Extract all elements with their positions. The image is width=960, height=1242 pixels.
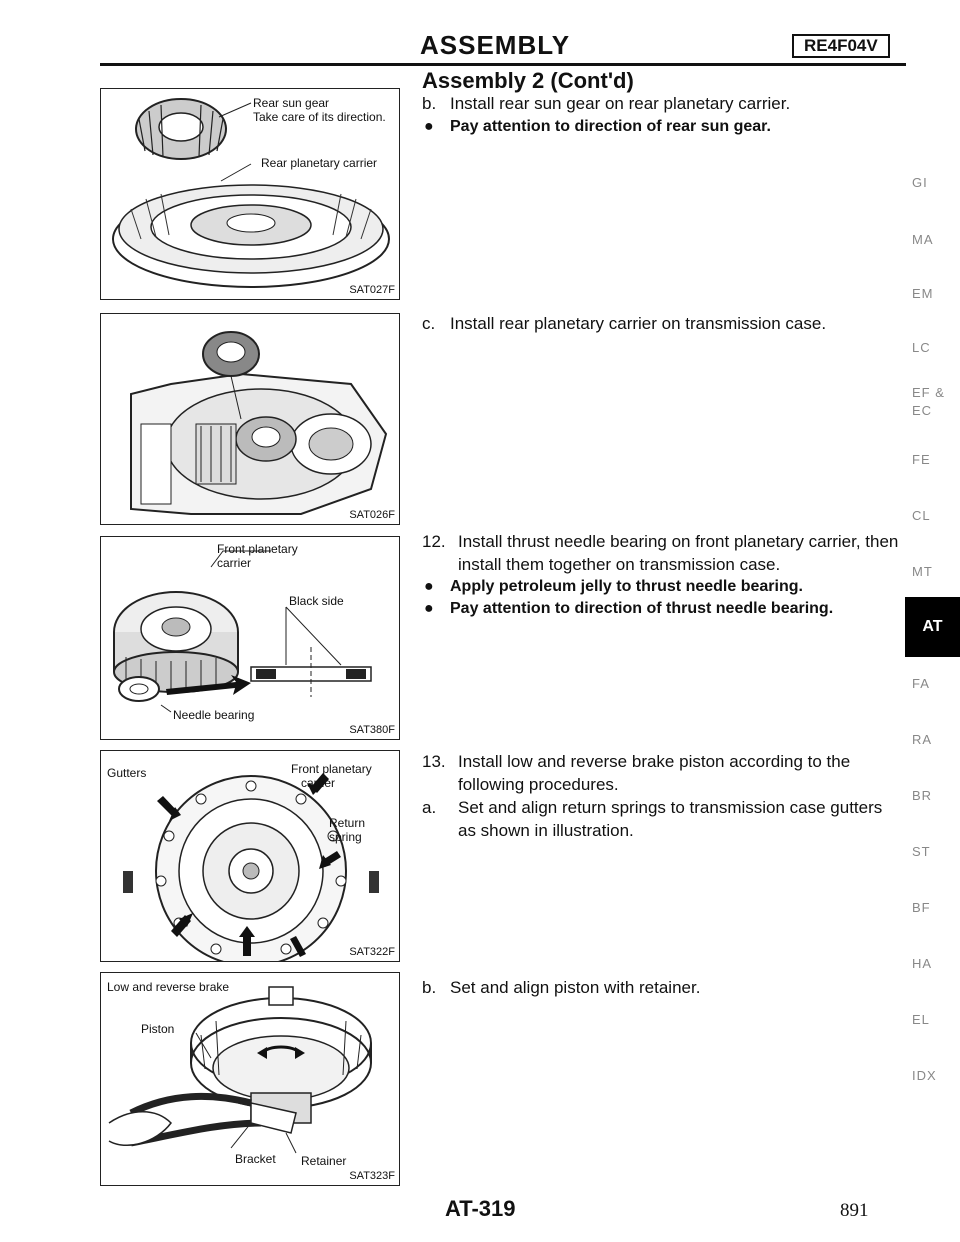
step-b-rear-sun-gear	[422, 92, 912, 115]
note-rear-sun-gear-direction	[422, 116, 912, 138]
step-text: Set and align piston with retainer.	[450, 978, 701, 997]
step-marker: a.	[422, 798, 437, 817]
page-subtitle: Assembly 2 (Cont'd)	[422, 68, 634, 93]
return-springs-illustration	[101, 751, 399, 961]
label-piston: Piston	[141, 1022, 175, 1036]
bullet-dot: ●	[424, 578, 434, 595]
step-text: Install thrust needle bearing on front planetary carrier, then install them together on transmission case.	[458, 532, 899, 574]
label-carrier: carrier	[301, 776, 336, 790]
figure-code: SAT027F	[349, 284, 395, 296]
label-retainer: Retainer	[301, 1154, 347, 1168]
transmission-case-illustration	[101, 314, 399, 524]
side-index-ha[interactable]: HA	[912, 956, 933, 971]
figure-transmission-case	[100, 313, 400, 525]
side-index-bf[interactable]: BF	[912, 900, 931, 915]
step-13-brake-piston	[422, 750, 902, 796]
figure-piston-retainer	[100, 972, 400, 1186]
label-rear-sun-gear: Rear sun gear	[253, 96, 330, 110]
label-front-planetary: Front planetary	[217, 542, 298, 556]
note-text: Pay attention to direction of thrust needle bearing.	[450, 600, 834, 617]
step-a-return-springs	[422, 796, 902, 842]
side-index-ef[interactable]: EF &	[912, 385, 945, 400]
side-index-mt[interactable]: MT	[912, 564, 933, 579]
label-bracket: Bracket	[235, 1152, 276, 1166]
step-text: Set and align return springs to transmission case gutters as shown in illustration.	[458, 798, 883, 840]
side-index-gi[interactable]: GI	[912, 175, 928, 190]
figure-code: SAT380F	[349, 724, 395, 736]
note-text: Pay attention to direction of rear sun gear.	[450, 118, 771, 135]
step-b-piston-retainer	[422, 976, 912, 999]
header-rule	[100, 63, 906, 66]
note-needle-bearing-direction	[422, 598, 912, 620]
figure-code: SAT323F	[349, 1170, 395, 1182]
step-c-rear-planetary-carrier	[422, 312, 912, 335]
side-index-fa[interactable]: FA	[912, 676, 930, 691]
label-needle-bearing: Needle bearing	[173, 708, 255, 722]
step-text: Install rear planetary carrier on transmission case.	[450, 314, 827, 333]
side-index-fe[interactable]: FE	[912, 452, 931, 467]
figure-code: SAT322F	[349, 946, 395, 958]
side-index-st[interactable]: ST	[912, 844, 931, 859]
step-marker: 13.	[422, 752, 446, 771]
label-black-side: Black side	[289, 594, 344, 608]
figure-rear-sun-gear	[100, 88, 400, 300]
side-index-el[interactable]: EL	[912, 1012, 930, 1027]
note-text: Apply petroleum jelly to thrust needle bearing.	[450, 578, 803, 595]
side-index-cl[interactable]: CL	[912, 508, 931, 523]
side-index-ma[interactable]: MA	[912, 232, 934, 247]
figure-code: SAT026F	[349, 509, 395, 521]
section-title: ASSEMBLY	[420, 30, 571, 60]
label-spring: spring	[329, 830, 362, 844]
side-index-at[interactable]: AT	[905, 597, 960, 657]
step-text: Install low and reverse brake piston according to the following procedures.	[458, 752, 851, 794]
bullet-dot: ●	[424, 118, 434, 135]
figure-needle-bearing	[100, 536, 400, 740]
label-take-care: Take care of its direction.	[253, 110, 386, 124]
step-marker: b.	[422, 94, 437, 113]
model-code-badge: RE4F04V	[792, 34, 890, 58]
step-12-thrust-needle-bearing	[422, 530, 902, 576]
bullet-dot: ●	[424, 600, 434, 617]
label-low-reverse-brake: Low and reverse brake	[107, 980, 230, 994]
side-index-ec[interactable]: EC	[912, 403, 933, 418]
step-marker: c.	[422, 314, 436, 333]
figure-return-springs	[100, 750, 400, 962]
step-text: Install rear sun gear on rear planetary carrier.	[450, 94, 791, 113]
label-carrier: carrier	[217, 556, 252, 570]
side-index-br[interactable]: BR	[912, 788, 933, 803]
label-return: Return	[329, 816, 366, 830]
side-index-idx[interactable]: IDX	[912, 1068, 937, 1083]
step-marker: b.	[422, 978, 437, 997]
label-front-planetary: Front planetary	[291, 762, 372, 776]
note-petroleum-jelly	[422, 576, 912, 598]
sheet-number: 891	[840, 1200, 869, 1221]
label-gutters: Gutters	[107, 766, 147, 780]
page-number: AT-319	[445, 1196, 516, 1221]
label-rear-planetary-carrier: Rear planetary carrier	[261, 156, 378, 170]
side-index-lc[interactable]: LC	[912, 340, 931, 355]
side-index-ra[interactable]: RA	[912, 732, 933, 747]
side-index-em[interactable]: EM	[912, 286, 934, 301]
step-marker: 12.	[422, 532, 446, 551]
